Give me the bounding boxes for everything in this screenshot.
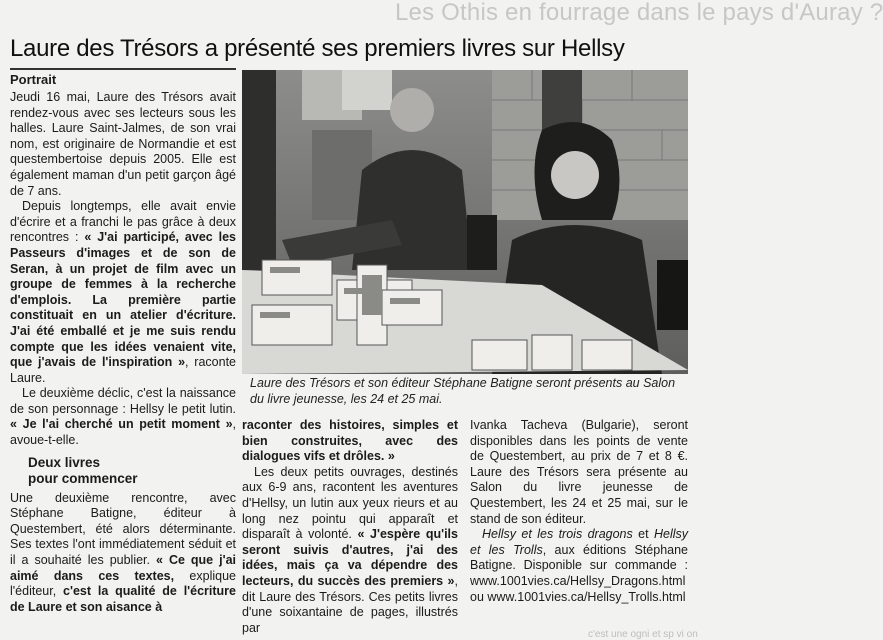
paragraph-books [242,465,458,637]
quote-bold: raconter des histoires, simples et bien construites, avec des dialogues vifs et drôles. » [242,418,458,464]
text-run: , raconte Laure. [10,355,236,385]
bleed-through-footer: c'est une ogni et sp vi on [588,629,698,640]
quote-bold: « J'espère qu'ils seront suivis d'autres, j'ai des idées, mais ça va dépendre des lecteurs, du succès des premiers » [242,527,458,588]
text-run: , dit Laure des Trésors. Ces petits livres d'une soixantaine de pages, illustrés par [242,573,458,635]
column-2 [242,418,458,636]
bleed-through-headline: Les Othis en fourrage dans le pays d'Auray ? [395,0,883,26]
subheading-line-1: Deux livres [28,454,101,470]
section-rubric: Portrait [10,68,236,88]
text-run: Depuis longtemps, elle avait envie d'écrire et a franchi le pas grâce à deux rencontres : [10,199,236,245]
text-run: , aux éditions Stéphane Batigne. Disponible sur commande : www.1001vies.ca/Hellsy_Dragons.html ou www.1001vies.ca/Hellsy_Trolls.html [470,542,689,604]
quote-bold: « Je l'ai cherché un petit moment » [10,417,233,432]
text-run: Les deux petits ouvrages, destinés aux 6-9 ans, racontent les aventures d'Hellsy, un lutin aux yeux rieurs et au long nez pointu qui apparaît et disparaît à volonté. [242,464,458,542]
text-run: , avoue-t-elle. [10,417,236,448]
book-title: Hellsy et les trois dragons [482,527,633,542]
text-run: et [632,527,654,542]
text-run: explique l'éditeur, [10,568,236,599]
article-headline: Laure des Trésors a présenté ses premiers livres sur Hellsy [10,35,625,62]
quote-bold: « J'ai participé, avec les Passeurs d'images et de son de Seran, à un projet de film avec un groupe de femmes à la recherche d'emplois. La première partie constituait en un atelier d'écriture. J'ai été emballé et je me suis rendu compte que les idées venaient vite, que j'avais de l'inspiration » [10,230,237,370]
paragraph-encounters [10,199,236,386]
paragraph-quote-end [242,418,458,465]
quote-bold: c'est la qualité de l'écriture de Laure et son aisance à [10,584,236,614]
column-1 [10,90,236,615]
paragraph-publisher [10,491,236,616]
column-3 [470,418,688,605]
paragraph-order-info [470,527,688,605]
paragraph-intro: Jeudi 16 mai, Laure des Trésors avait rendez-vous avec ses lecteurs sous les halles. Laure Saint-Jalmes, de son vrai nom, est originaire de Normandie et est questembertoise depuis 2005. Elle est également maman d'un petit garçon âgé de 7 ans. [10,90,236,198]
paragraph-availability: Ivanka Tacheva (Bulgarie), seront disponibles dans les points de vente de Questembert, au prix de 7 et 8 €. Laure des Trésors sera présente au Salon du livre jeunesse de Questembert, les 24 et 25 mai, sur le stand de son éditeur. [470,418,688,526]
book-title: Hellsy et les Trolls [470,527,689,557]
photo-caption: Laure des Trésors et son éditeur Stéphane Batigne seront présents au Salon du livre jeunesse, les 24 et 25 mai. [250,376,676,406]
text-run: Une deuxième rencontre, avec Stéphane Batigne, éditeur à Questembert, été alors déterminante. Ses textes l'ont immédiatement séduit et il a souhaité les publier. [10,490,236,568]
article-photo [242,70,688,374]
subheading-line-2: pour commencer [28,470,138,486]
quote-bold: « Ce que j'ai aimé dans ces textes, [10,553,236,583]
paragraph-character [10,386,236,448]
text-run: Le deuxième déclic, c'est la naissance de son personnage : Hellsy le petit lutin. [10,386,236,416]
subheading [10,455,236,487]
photo-book-signing-icon [242,70,688,374]
